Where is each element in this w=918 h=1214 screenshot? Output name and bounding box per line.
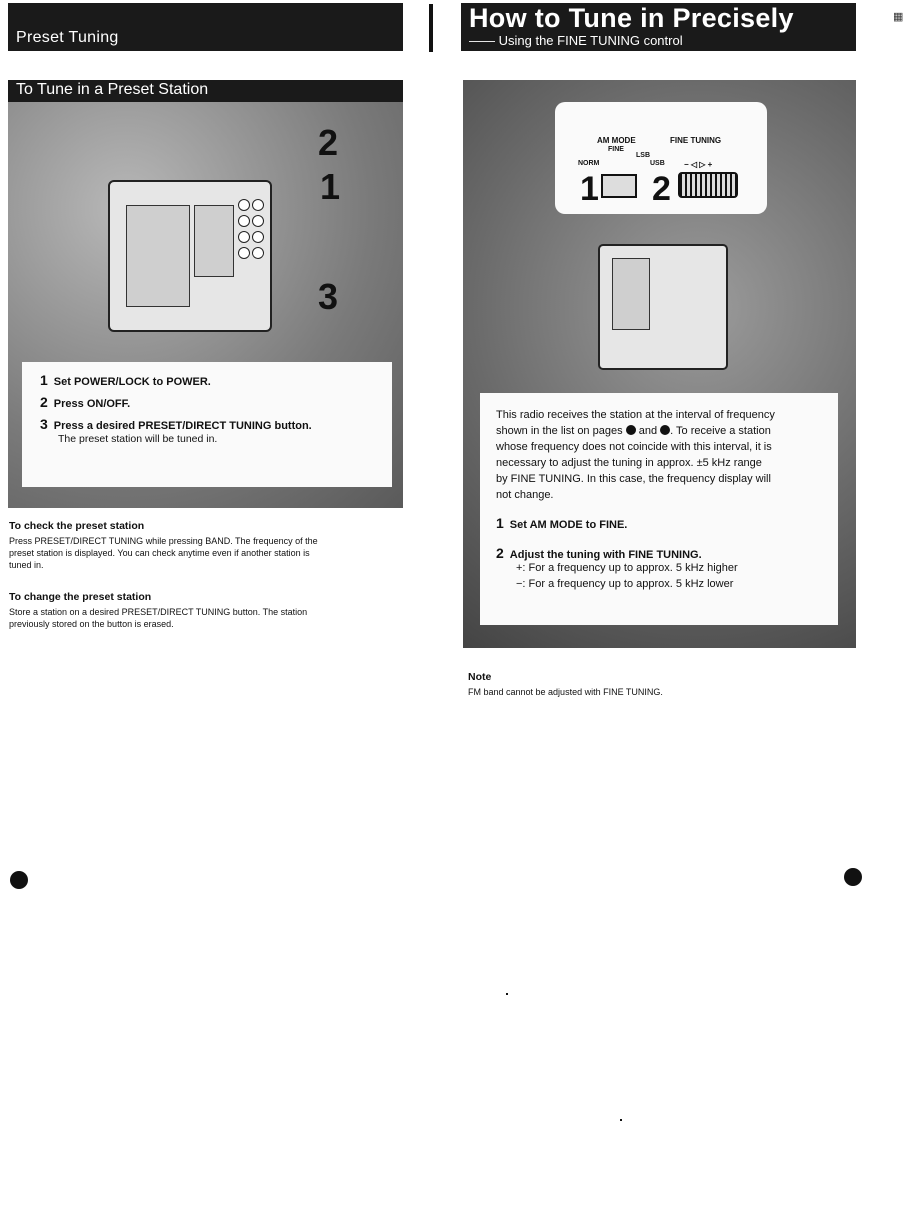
page-divider (429, 4, 433, 52)
fine-tuning-dial-icon (678, 172, 738, 198)
callout-1: 1 (320, 166, 341, 207)
preset-panel-title: To Tune in a Preset Station (16, 81, 209, 98)
left-page-header (8, 3, 403, 51)
control-number-1: 1 (580, 170, 599, 208)
preset-step-3 (40, 416, 312, 432)
step-text: Set POWER/LOCK to POWER. (53, 376, 211, 388)
fine-tuning-label: FINE TUNING (670, 136, 722, 145)
preset-step-3-note: The preset station will be tuned in. (58, 433, 218, 445)
radio-display-panel (194, 205, 234, 277)
step-text: Press a desired PRESET/DIRECT TUNING button. (53, 420, 312, 432)
preset-key-icon (238, 199, 250, 211)
intro-line: This radio receives the station at the interval of frequency (496, 409, 775, 421)
step-number: 1 (496, 515, 504, 531)
radio-speaker-panel (126, 205, 190, 307)
corner-mark-icon: ▦ (893, 11, 904, 23)
speck (620, 1119, 622, 1121)
step-text: Adjust the tuning with FINE TUNING. (509, 549, 702, 561)
intro-line (496, 423, 771, 439)
callout-3: 3 (318, 276, 339, 317)
note-text: FM band cannot be adjusted with FINE TUNING. (468, 687, 663, 697)
preset-key-icon (252, 199, 264, 211)
right-page-title: How to Tune in Precisely (469, 3, 794, 33)
step-text: Press ON/OFF. (53, 398, 131, 410)
callout-2: 2 (318, 122, 339, 163)
fine-position-label: FINE (608, 146, 624, 153)
preset-key-icon (238, 247, 250, 259)
intro-line: necessary to adjust the tuning in approx. ±5 kHz range (496, 457, 762, 469)
preset-key-icon (252, 231, 264, 243)
change-preset-line: Store a station on a desired PRESET/DIRECT TUNING button. The station (9, 607, 308, 617)
intro-line: by FINE TUNING. In this case, the frequency display will (496, 473, 771, 485)
right-page-subtitle: —— Using the FINE TUNING control (469, 33, 683, 48)
tuning-scale-label: − ◁ ▷ + (684, 160, 713, 169)
step-number: 2 (40, 394, 48, 410)
minus-tuning-line: −: For a frequency up to approx. 5 kHz lower (516, 578, 734, 590)
preset-step-1 (40, 372, 211, 388)
control-number-2: 2 (652, 170, 671, 208)
right-page-bullet-icon (844, 868, 862, 886)
preset-step-2 (40, 394, 130, 410)
intro-fragment: . To receive a station (670, 425, 771, 437)
am-mode-switch-icon (601, 174, 637, 198)
preset-key-icon (238, 215, 250, 227)
preset-key-icon (252, 247, 264, 259)
fine-step-2 (496, 545, 702, 561)
radio-preset-keys (236, 195, 266, 275)
preset-key-icon (252, 215, 264, 227)
left-page-bullet-icon (10, 871, 28, 889)
step-number: 2 (496, 545, 504, 561)
change-preset-line: previously stored on the button is erased. (9, 619, 174, 629)
page-ref-icon (660, 425, 670, 435)
check-preset-heading: To check the preset station (9, 520, 145, 532)
preset-panel-title-bar (8, 80, 403, 102)
intro-line: not change. (496, 489, 554, 501)
note-heading: Note (468, 671, 492, 683)
step-number: 1 (40, 372, 48, 388)
check-preset-line: Press PRESET/DIRECT TUNING while pressing BAND. The frequency of the (9, 536, 318, 546)
check-preset-line: preset station is displayed. You can check anytime even if another station is (9, 548, 310, 558)
intro-line: whose frequency does not coincide with this interval, it is (496, 441, 772, 453)
preset-key-icon (238, 231, 250, 243)
check-preset-line: tuned in. (9, 560, 44, 570)
right-page-header (461, 3, 856, 51)
step-number: 3 (40, 416, 48, 432)
usb-position-label: USB (650, 160, 665, 167)
change-preset-heading: To change the preset station (9, 591, 152, 603)
am-mode-label: AM MODE (597, 136, 636, 145)
page-ref-icon (626, 425, 636, 435)
intro-fragment: shown in the list on pages (496, 425, 623, 437)
intro-fragment: and (638, 425, 658, 437)
speck (506, 993, 508, 995)
step-text: Set AM MODE to FINE. (509, 519, 628, 531)
norm-position-label: NORM (578, 160, 600, 167)
left-page-title: Preset Tuning (16, 29, 119, 46)
plus-tuning-line: +: For a frequency up to approx. 5 kHz higher (516, 562, 738, 574)
radio-display-right (612, 258, 650, 330)
lsb-position-label: LSB (636, 152, 650, 159)
fine-step-1 (496, 515, 627, 531)
